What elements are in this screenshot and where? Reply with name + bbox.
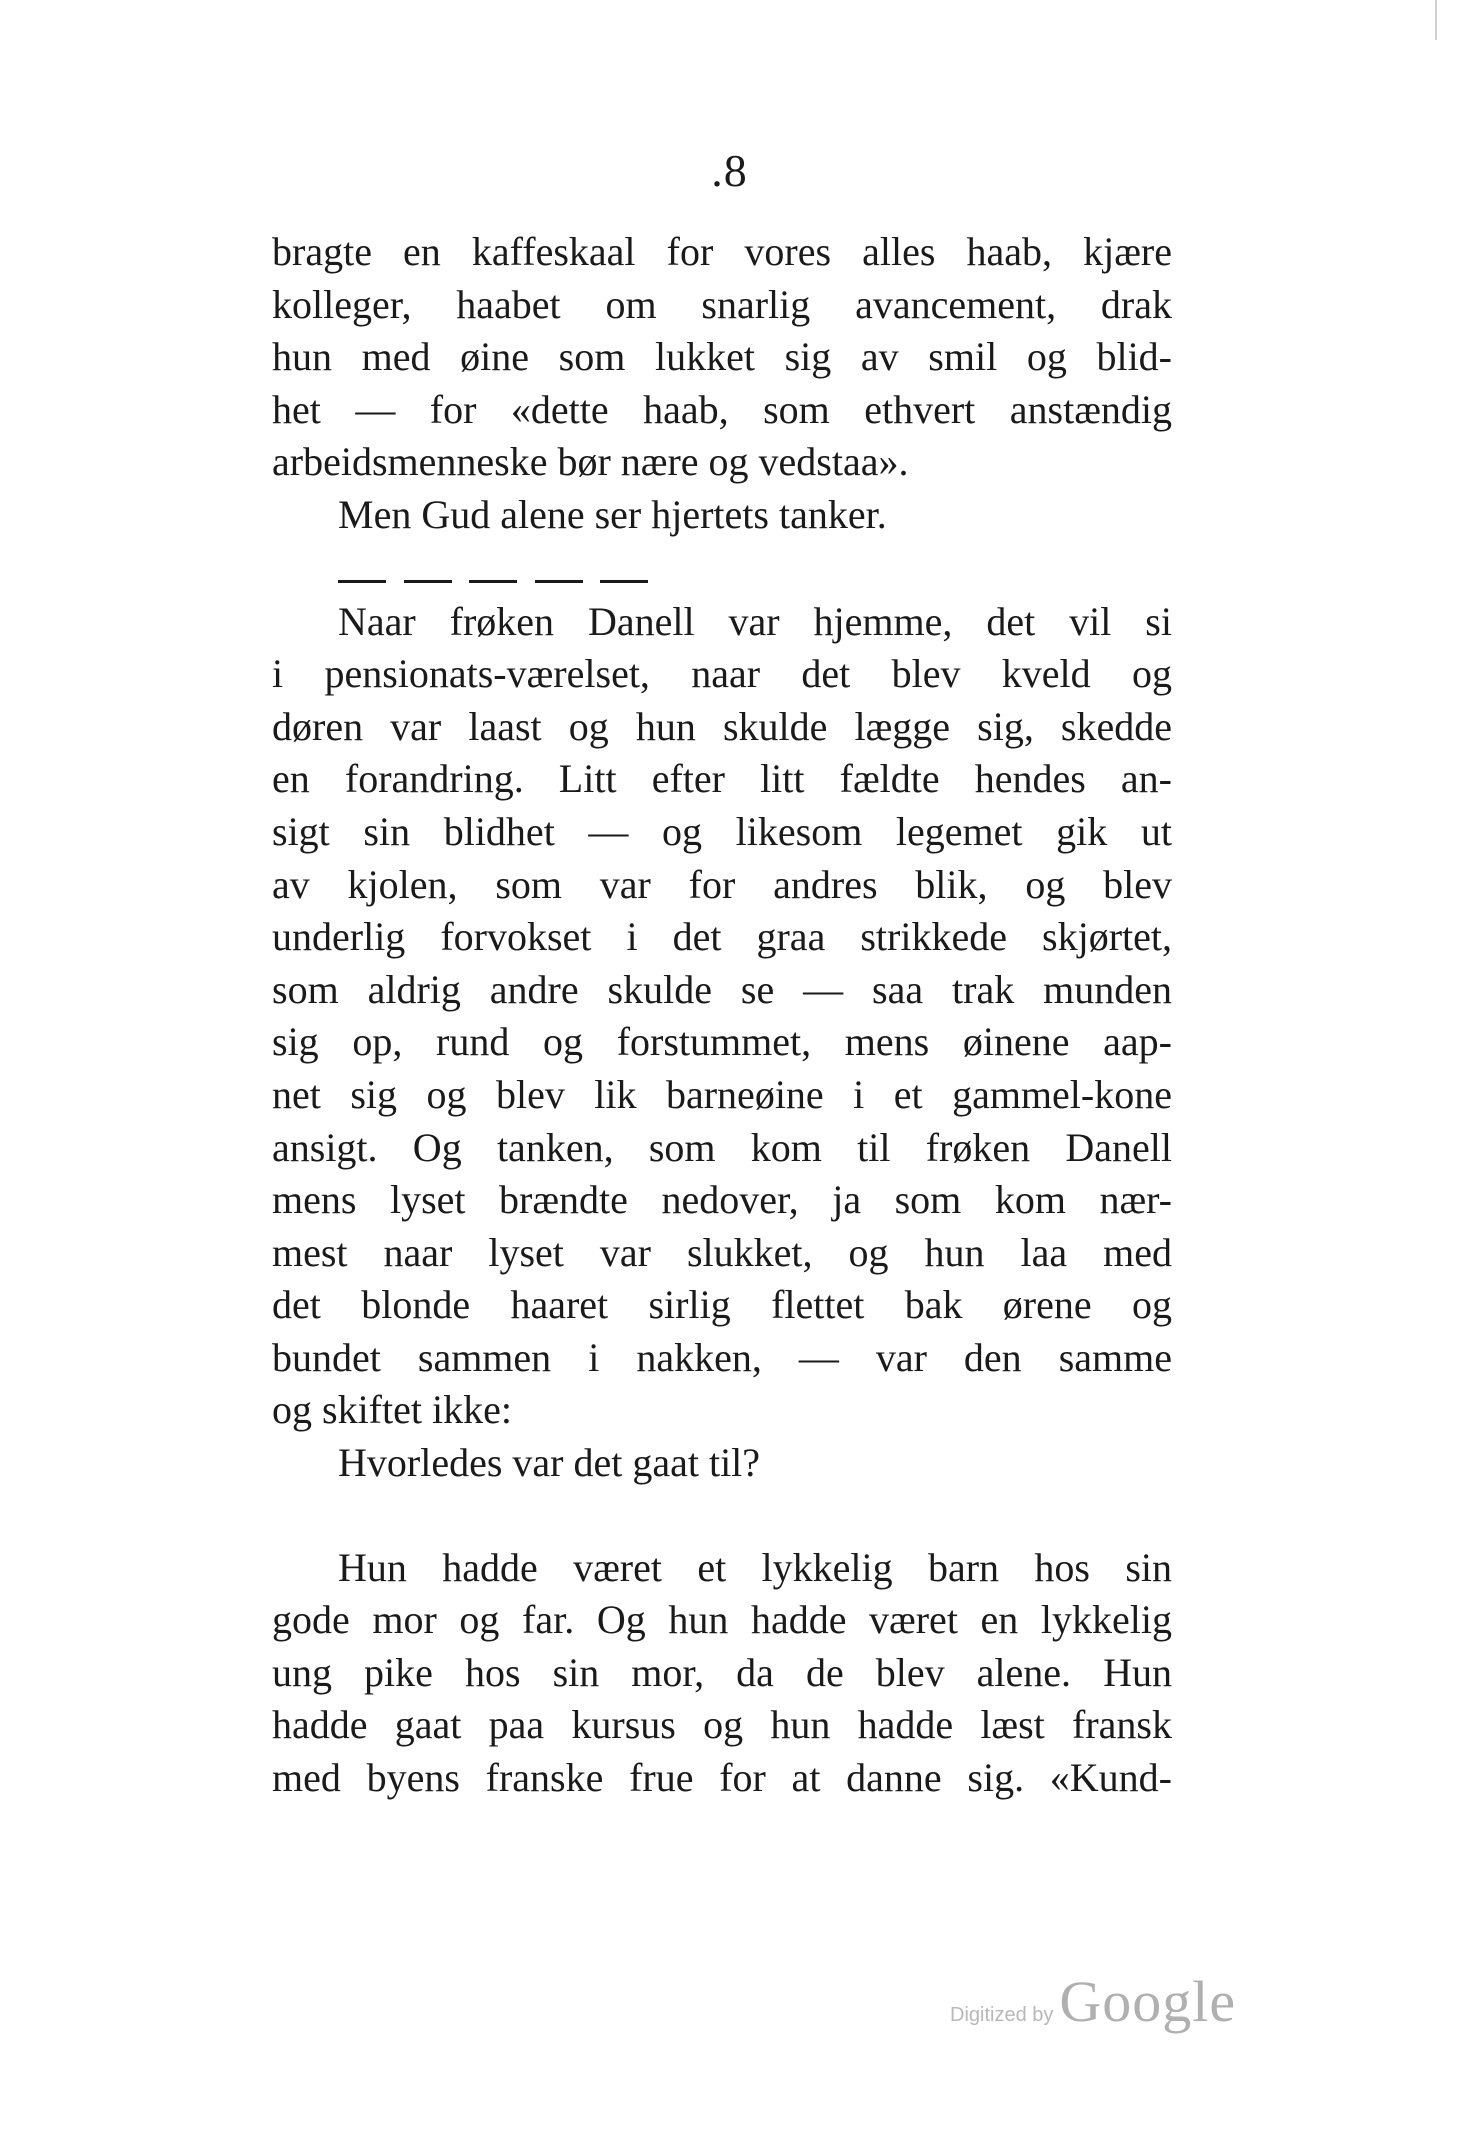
text-line: ansigt. Og tanken, som kom til frøken Danell [272, 1124, 1172, 1170]
paragraph-5 [272, 1542, 1172, 1805]
text-line: Naar frøken Danell var hjemme, det vil si [338, 598, 1172, 644]
text-line: Hun hadde været et lykkelig barn hos sin [338, 1544, 1172, 1590]
text-line: i pensionats-værelset, naar det blev kveld og [272, 651, 1172, 697]
google-logo: Google [1059, 1969, 1237, 2034]
text-line: Men Gud alene ser hjertets tanker. [338, 491, 887, 537]
text-line: og skiftet ikke: [272, 1387, 512, 1433]
text-line: kolleger, haabet om snarlig avancement, drak [272, 281, 1172, 327]
text-line: av kjolen, som var for andres blik, og blev [272, 861, 1172, 907]
text-line: net sig og blev lik barneøine i et gammel-kone [272, 1071, 1172, 1117]
section-divider [338, 575, 648, 587]
text-line: sigt sin blidhet — og likesom legemet gik ut [272, 808, 1172, 854]
text-line: bragte en kaffeskaal for vores alles haab, kjære [272, 229, 1172, 274]
text-line: det blonde haaret sirlig flettet bak ørene og [272, 1282, 1172, 1328]
page-number: .8 [711, 145, 748, 196]
paragraph-1 [272, 226, 1172, 489]
text-line: med byens franske frue for at danne sig. «Kund- [272, 1755, 1172, 1801]
paragraph-3 [272, 596, 1172, 1438]
paragraph-4 [272, 1437, 1172, 1490]
text-line: som aldrig andre skulde se — saa trak munden [272, 966, 1172, 1012]
text-line: sig op, rund og forstummet, mens øinene aap- [272, 1019, 1172, 1065]
divider-dash [404, 580, 452, 583]
text-line: bundet sammen i nakken, — var den samme [272, 1334, 1172, 1380]
text-line: arbeidsmenneske bør nære og vedstaa». [272, 439, 909, 485]
text-line: mens lyset brændte nedover, ja som kom nær- [272, 1177, 1172, 1223]
text-line: hun med øine som lukket sig av smil og blid- [272, 334, 1172, 380]
text-line: underlig forvokset i det graa strikkede skjørtet, [272, 914, 1172, 960]
divider-dash [338, 580, 386, 583]
watermark-prefix: Digitized by [950, 2004, 1054, 2026]
paragraph-gap [272, 1490, 1172, 1542]
divider-dash [600, 580, 648, 583]
section-break-space [272, 542, 1172, 596]
digitized-by-google-watermark [950, 1968, 1236, 2035]
text-line: Hvorledes var det gaat til? [338, 1440, 761, 1486]
divider-dash [535, 580, 583, 583]
text-line: ung pike hos sin mor, da de blev alene. Hun [272, 1649, 1172, 1695]
scan-edge-mark [1435, 0, 1437, 40]
text-line: døren var laast og hun skulde lægge sig, skedde [272, 703, 1172, 749]
text-line: mest naar lyset var slukket, og hun laa med [272, 1229, 1172, 1275]
divider-dash [469, 580, 517, 583]
paragraph-2 [272, 489, 1172, 542]
text-line: het — for «dette haab, som ethvert anstændig [272, 386, 1172, 432]
text-line: en forandring. Litt efter litt fældte hendes an- [272, 756, 1172, 802]
body-text [272, 226, 1172, 1805]
text-line: gode mor og far. Og hun hadde været en lykkelig [272, 1597, 1172, 1643]
text-line: hadde gaat paa kursus og hun hadde læst fransk [272, 1702, 1172, 1748]
